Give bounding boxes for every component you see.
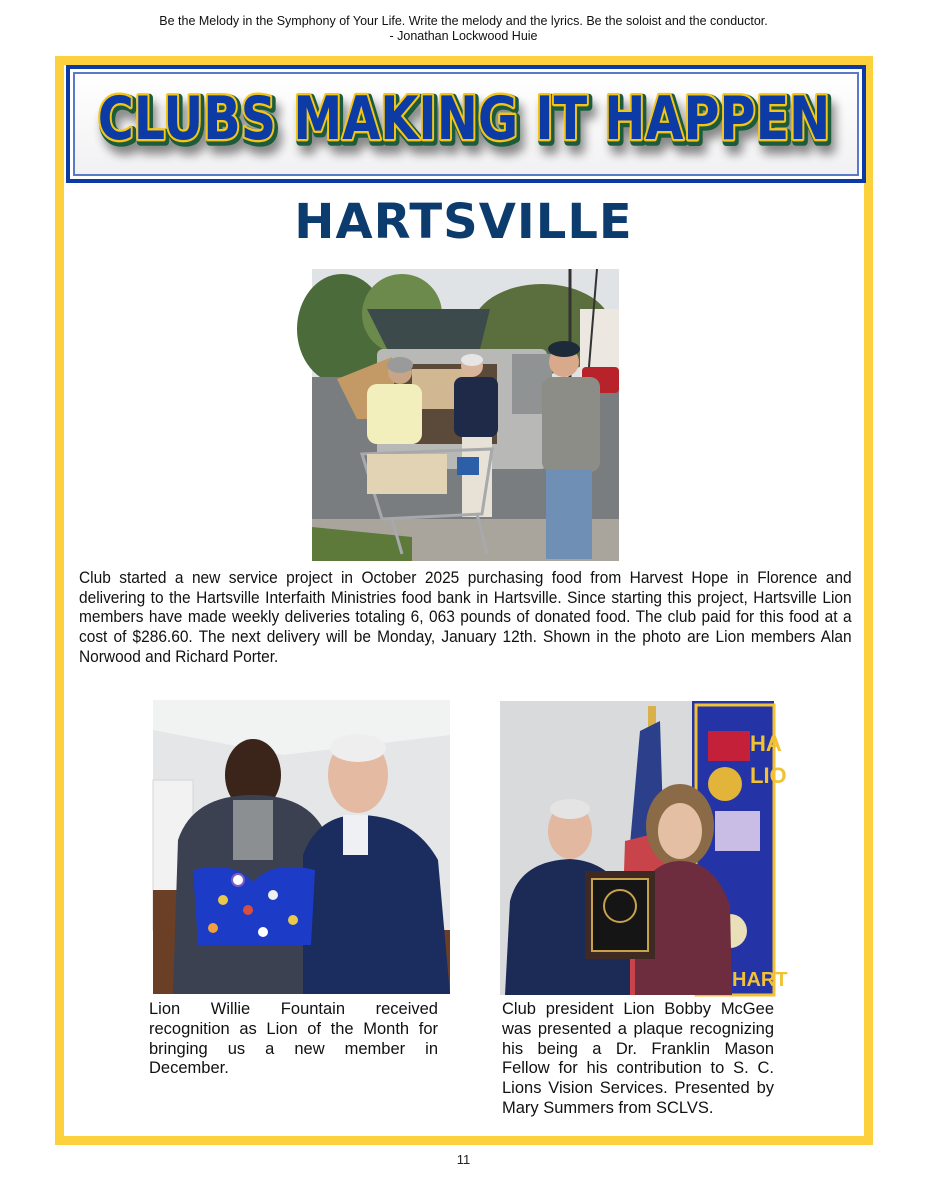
main-story-paragraph: Club started a new service project in October 2025 purchasing food from Harvest Hope in Florence and delivering to the Hartsville Interfaith Ministries food bank in Hartsville. Since starting this project, Hartsville Lion members have made weekly deliveries totaling 6, 063 pounds of donated food. The club paid for this food at a cost of $286.60. The next delivery will be Monday, January 12th. Shown in the photo are Lion members Alan Norwood and Richard Porter. [79, 569, 852, 666]
banner-title-outline: CLUBS MAKING IT HAPPEN [99, 86, 833, 157]
lions-banner-text-3: HART [732, 969, 788, 991]
header-quote [0, 14, 927, 44]
photo-caption-lion-of-month: Lion Willie Fountain received recognition as Lion of the Month for bringing us a new member in December. [149, 1000, 438, 1078]
lions-banner-text-2: LIO [750, 763, 787, 788]
banner-title: CLUBS MAKING IT HAPPEN [97, 83, 831, 154]
photo-caption-plaque: Club president Lion Bobby McGee was presented a plaque recognizing his being a Dr. Franklin Mason Fellow for his contribution to S. C. Lions Vision Services. Presented by Mary Summers from SCLVS. [502, 1000, 774, 1117]
quote-text: Be the Melody in the Symphony of Your Life. Write the melody and the lyrics. Be the soloist and the conductor. [159, 14, 768, 28]
lions-banner-text-1: HA [750, 731, 782, 756]
plaque-presentation-photo [500, 701, 788, 995]
main-photo [312, 269, 619, 561]
page-number: 11 [456, 1152, 471, 1167]
section-banner [66, 65, 866, 183]
banner-title-graphic [70, 69, 862, 179]
banner-title-stroke: CLUBS MAKING IT HAPPEN [97, 83, 831, 154]
lion-of-month-photo [153, 700, 450, 994]
club-name-heading: HARTSVILLE [294, 194, 633, 250]
quote-attribution: - Jonathan Lockwood Huie [389, 29, 538, 43]
